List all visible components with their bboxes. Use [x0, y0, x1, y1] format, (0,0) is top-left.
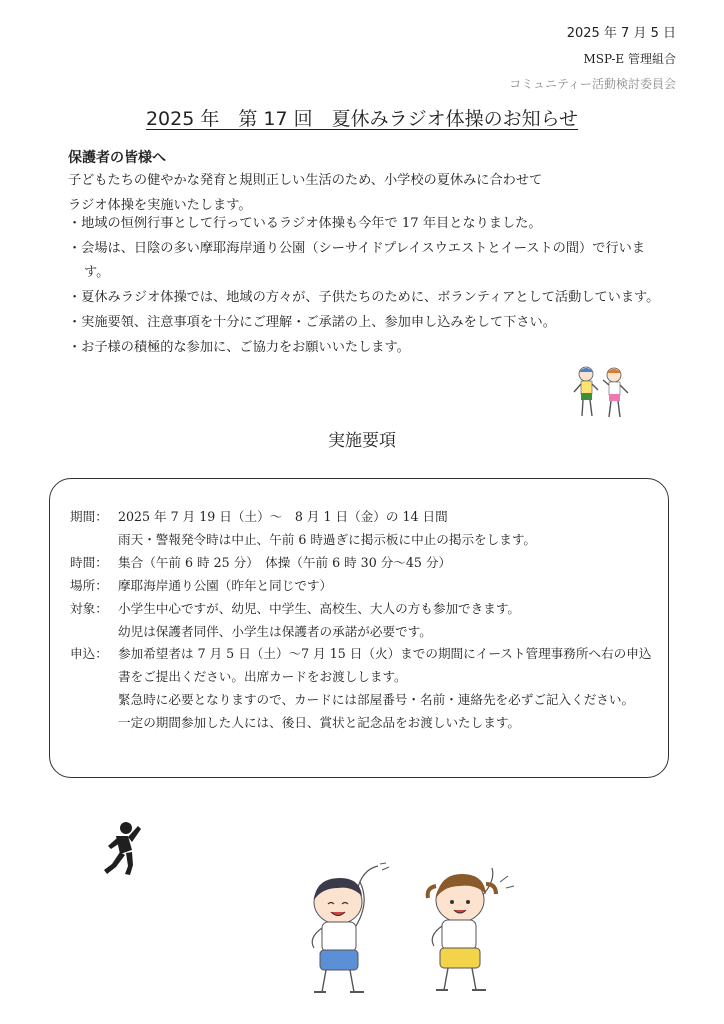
notice-bullet-list [68, 212, 668, 360]
detail-label: 対象： [70, 600, 108, 616]
intro-line-1: 子どもたちの健やかな発育と規則正しい生活のため、小学校の夏休みに合わせて [68, 173, 543, 188]
small-kids-illustration [572, 362, 634, 426]
document-title: 2025 年 第 17 回 夏休みラジオ体操のお知らせ [145, 108, 579, 130]
stretching-person-icon [98, 820, 144, 876]
detail-label: 期間： [70, 509, 108, 524]
boy-figure [312, 863, 389, 992]
bullet-item: ・地域の恒例行事として行っているラジオ体操も今年で 17 年目となりました。 [68, 216, 542, 231]
exercising-kids-illustration [300, 862, 550, 1002]
bullet-item: ・実施要領、注意事項を十分にご理解・ご承諾の上、参加申し込みをして下さい。 [68, 314, 556, 330]
small-girl-figure [603, 368, 628, 417]
intro-paragraph [68, 168, 668, 218]
detail-target [70, 598, 660, 644]
detail-period [70, 506, 660, 552]
detail-place [70, 575, 660, 598]
bullet-item: ・夏休みラジオ体操では、地域の方々が、子供たちのために、ボランティアとして活動しています。 [68, 290, 660, 306]
detail-time-text: 集合（午前 6 時 25 分） 体操（午前 6 時 30 分～45 分） [118, 554, 452, 570]
detail-apply [70, 643, 660, 735]
detail-apply-note: 緊急時に必要となりますので、カードには部屋番号・名前・連絡先を必ずご記入ください。 [118, 692, 635, 708]
detail-label: 時間： [70, 554, 108, 570]
committee-name: コミュニティー活動検討委員会 [509, 77, 676, 91]
small-boy-figure [574, 367, 598, 416]
detail-label: 場所： [70, 577, 108, 593]
organization-name: MSP-E 管理組合 [583, 52, 676, 66]
detail-apply-text: 参加希望者は 7 月 5 日（土）～7 月 15 日（火）までの期間にイースト管理事務所へ右の申込書をご提出ください。出席カードをお渡しします。 [118, 646, 652, 685]
bullet-item: ・会場は、日陰の多い摩耶海岸通り公園（シーサイドプレイスウエストとイーストの間）で行います。 [68, 240, 645, 281]
detail-period-cancellation: 雨天・警報発令時は中止、午前 6 時過ぎに掲示板に中止の掲示をします。 [118, 531, 537, 547]
bullet-item: ・お子様の積極的な参加に、ご協力をお願いいたします。 [68, 339, 410, 355]
detail-target-note: 幼児は保護者同伴、小学生は保護者の承諾が必要です。 [118, 623, 432, 639]
detail-label: 申込： [70, 646, 108, 662]
detail-time [70, 552, 660, 575]
document-date: 2025 年 7 月 5 日 [566, 26, 676, 41]
section-title: 実施要項 [328, 431, 396, 451]
detail-apply-award: 一定の期間参加した人には、後日、賞状と記念品をお渡しいたします。 [118, 715, 520, 731]
details-list [70, 506, 660, 735]
intro-line-2: ラジオ体操を実施いたします。 [68, 198, 252, 213]
detail-place-text: 摩耶海岸通り公園（昨年と同じです） [118, 577, 333, 593]
girl-figure [428, 868, 514, 990]
salutation: 保護者の皆様へ [68, 150, 166, 166]
detail-target-text: 小学生中心ですが、幼児、中学生、高校生、大人の方も参加できます。 [118, 600, 520, 616]
detail-period-dates: 2025 年 7 月 19 日（土）～ 8 月 1 日（金）の 14 日間 [118, 509, 448, 524]
